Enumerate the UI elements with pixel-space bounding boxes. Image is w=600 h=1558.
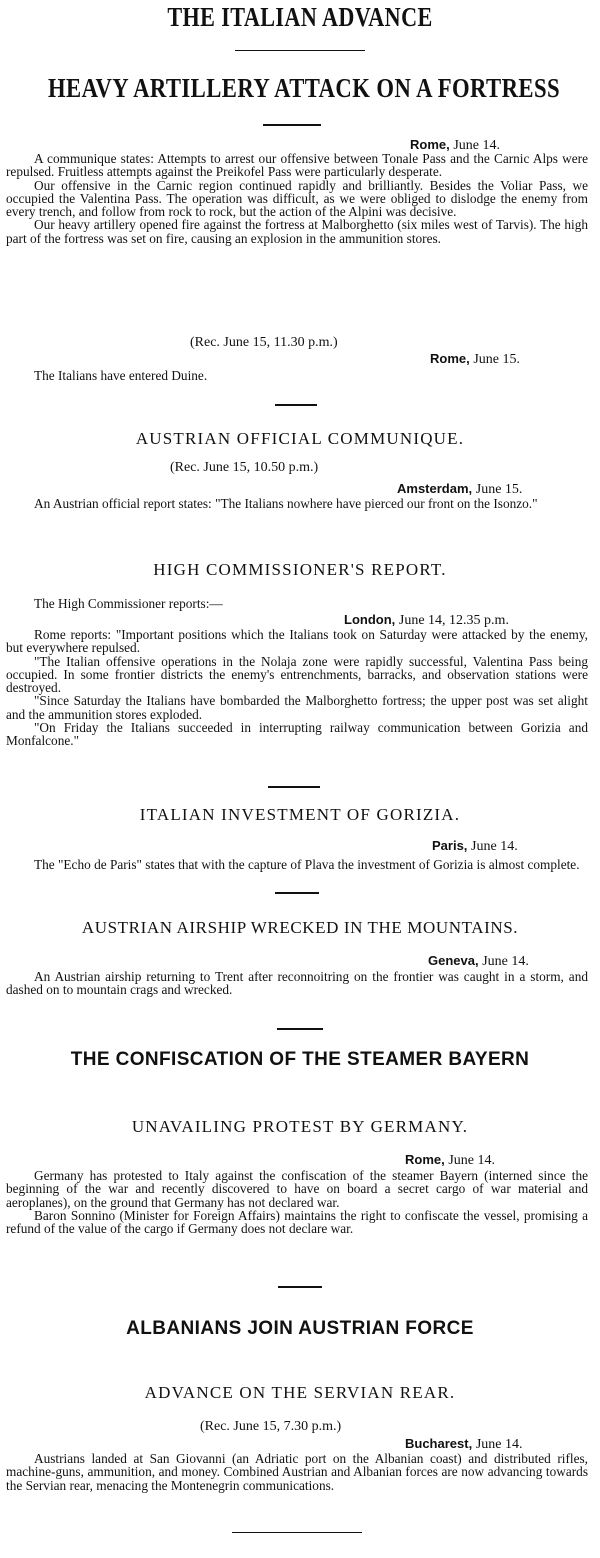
divider [268, 786, 320, 788]
divider [275, 892, 319, 894]
paragraph: An Austrian airship returning to Trent after reconnoitring on the frontier was caught in a storm, and dashed on to mountain crags and wrecked. [6, 969, 588, 998]
headline-bayern: THE CONFISCATION OF THE STEAMER BAYERN [70, 1049, 530, 1070]
dateline-paris: Paris, June 14. [432, 838, 518, 854]
paragraph: A communique states: Attempts to arrest our offensive between Tonale Pass and the Carnic Alps were repulsed. Fruitless attempts against the Preikofel Pass were particularly desperate. [6, 151, 588, 180]
paragraph: The High Commissioner reports:— [34, 596, 223, 611]
article-gorizia [6, 858, 588, 871]
divider [235, 50, 365, 51]
divider [277, 1028, 323, 1030]
paragraph: Austrians landed at San Giovanni (an Adriatic port on the Albanian coast) and distributed rifles, machine-guns, ammunition, and money. Combined Austrian and Albanian forces are now advancing towards the Servian rear, menacing the Montenegrin communications. [6, 1451, 588, 1493]
dateline-rome-june14: Rome, June 14. [410, 137, 501, 153]
received-note: (Rec. June 15, 7.30 p.m.) [200, 1419, 342, 1434]
dateline-london: London, June 14, 12.35 p.m. [344, 612, 509, 628]
paragraph: "On Friday the Italians succeeded in interrupting railway communication between Gorizia and Monfalcone." [6, 720, 588, 749]
paragraph: Rome reports: "Important positions which the Italians took on Saturday were attacked by the enemy, but everywhere repulsed. [6, 627, 588, 656]
article-bayern [6, 1169, 588, 1235]
divider [232, 1532, 362, 1533]
divider [278, 1286, 322, 1288]
subhead-albanians: ADVANCE ON THE SERVIAN REAR. [144, 1383, 456, 1402]
divider [275, 404, 317, 406]
headline-austrian-communique: AUSTRIAN OFFICIAL COMMUNIQUE. [135, 429, 465, 448]
article-albanians [6, 1452, 588, 1492]
dateline-rome-bayern: Rome, June 14. [405, 1152, 496, 1168]
article-artillery [6, 152, 588, 245]
headline-high-commissioner: HIGH COMMISSIONER'S REPORT. [153, 560, 447, 579]
subhead-bayern: UNAVAILING PROTEST BY GERMANY. [131, 1117, 469, 1136]
headline-artillery: HEAVY ARTILLERY ATTACK ON A FORTRESS [48, 73, 561, 103]
paragraph: "The Italian offensive operations in the Nolaja zone were rapidly successful, Valentina Pass being occupied. In some frontier districts the enemy's entrenchments, barracks, and observation stations were destroyed. [6, 653, 588, 696]
paragraph: "Since Saturday the Italians have bombarded the Malborghetto fortress; the upper post was set alight and the ammunition stores exploded. [6, 693, 588, 722]
paragraph: Germany has protested to Italy against the confiscation of the steamer Bayern (interned since the beginning of the war and recently discovered to have on board a secret cargo of war material and aeroplanes), on the ground that Germany has not declared war. [6, 1168, 588, 1210]
high-commissioner-intro [6, 597, 588, 610]
dateline-geneva: Geneva, June 14. [428, 953, 529, 969]
dateline-amsterdam: Amsterdam, June 15. [397, 481, 523, 497]
paragraph: Baron Sonnino (Minister for Foreign Affairs) maintains the right to confiscate the vessel, promising a refund of the value of the cargo if Germany does not declare war. [6, 1207, 588, 1237]
divider [263, 124, 321, 126]
received-note: (Rec. June 15, 10.50 p.m.) [170, 460, 319, 475]
headline-gorizia: ITALIAN INVESTMENT OF GORIZIA. [139, 805, 461, 824]
dateline-rome-june15: Rome, June 15. [430, 351, 521, 367]
article-airship [6, 970, 588, 997]
paragraph: The Italians have entered Duine. [34, 368, 208, 383]
article-high-commissioner [6, 628, 588, 748]
paragraph: The "Echo de Paris" states that with the capture of Plava the investment of Gorizia is almost complete. [34, 857, 580, 872]
received-note: (Rec. June 15, 11.30 p.m.) [190, 335, 338, 350]
dateline-bucharest: Bucharest, June 14. [405, 1436, 523, 1452]
headline-airship: AUSTRIAN AIRSHIP WRECKED IN THE MOUNTAINS. [81, 918, 519, 937]
article-duino [6, 369, 588, 382]
paragraph: Our heavy artillery opened fire against the fortress at Malborghetto (six miles west of Tarvis). The high part of the fortress was set on fire, causing an explosion in the ammunition stores. [6, 217, 588, 246]
headline-albanians: ALBANIANS JOIN AUSTRIAN FORCE [126, 1318, 474, 1339]
paragraph: An Austrian official report states: "The Italians nowhere have pierced our front on the Isonzo." [34, 496, 538, 511]
main-title: THE ITALIAN ADVANCE [167, 2, 433, 32]
article-austrian-communique [6, 497, 588, 510]
paragraph: Our offensive in the Carnic region continued rapidly and brilliantly. Besides the Voliar Pass, we occupied the Valentina Pass. The operation was difficult, as we were obliged to dislodge the enemy from every trench, and follow from rock to rock, but the action of the Alpini was decisive. [6, 177, 588, 220]
